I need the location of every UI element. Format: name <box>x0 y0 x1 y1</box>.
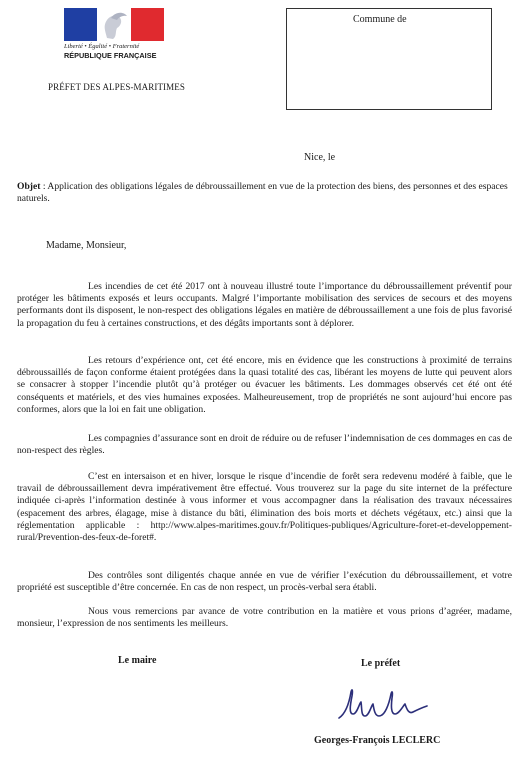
paragraph-text: Des contrôles sont diligentés chaque année en vue de vérifier l’exécution du débroussaillement, et votre propriété est susceptible d’être concernée. En cas de non respect, un procès-verbal sera établi. <box>17 570 512 594</box>
body-paragraph-5 <box>17 570 512 594</box>
paragraph-text: C’est en intersaison et en hiver, lorsque le risque d’incendie de forêt sera redevenu modéré à faible, que le travail de débroussaillement devra impérativement être effectué. Vous trouverez sur la page du site internet de la préfecture indiquée ci-après l’information destinée à vous informer et vous accompagner dans la réalisation des travaux nécessaires (espacement des arbres, élagage, mise à distance du bâti, élimination des bois morts et déchets végétaux, etc.) ainsi que la réglementation applicable : http://www.alpes-maritimes.gouv.fr/Politiques-publiques/Agriculture-foret-et-developpement-rural/Prevention-des-feux-de-foret#. <box>17 471 512 544</box>
salutation: Madame, Monsieur, <box>46 240 127 251</box>
paragraph-text: Les incendies de cet été 2017 ont à nouveau illustré toute l’importance du débroussaillement préventif pour protéger les bâtiments exposés et leurs occupants. Malgré l’importante mobilisation des services de secours et des moyens performants dont ils disposent, le non-respect des obligations légales en matière de débroussaillement a une fois de plus favorisé la propagation du feu à certaines constructions, et des dégâts importants sont à déplorer. <box>17 281 512 329</box>
paragraph-text: Nous vous remercions par avance de votre contribution en la matière et vous prions d’agréer, madame, monsieur, l’expression de nos sentiments les meilleurs. <box>17 606 512 630</box>
place-date: Nice, le <box>304 152 336 163</box>
paragraph-text: Les retours d’expérience ont, cet été encore, mis en évidence que les constructions à proximité de terrains débroussaillés de façon conforme étaient protégées dans la quasi totalité des cas, libérant les moyens de lutte qui peuvent alors se consacrer à stopper l’incendie plutôt qu’à protéger ou évacuer les bâtiments. Les dommages observés cet été ont été conséquents et matériels, et des vies humaines exposées. Malheureusement, trop de propriétés ne sont aujourd’hui encore pas conformes, alors que la loi en fait une obligation. <box>17 355 512 415</box>
prefect-name: Georges-François LECLERC <box>314 735 441 746</box>
subject-label: Objet <box>17 181 41 192</box>
mayor-signature-label: Le maire <box>118 655 157 666</box>
republic-title: RÉPUBLIQUE FRANÇAISE <box>64 51 157 60</box>
subject-text: : Application des obligations légales de débroussaillement en vue de la protection des biens, des personnes et des espaces naturels. <box>17 181 508 205</box>
prefecture-name: PRÉFET DES ALPES-MARITIMES <box>48 82 185 92</box>
marianne-logo <box>60 8 168 60</box>
republic-motto: Liberté • Égalité • Fraternité <box>64 43 140 50</box>
body-paragraph-1 <box>17 281 512 330</box>
tricolor-flag-icon <box>64 8 164 41</box>
handwritten-signature-icon <box>335 684 445 729</box>
body-paragraph-2 <box>17 355 512 416</box>
body-paragraph-4 <box>17 471 512 544</box>
body-paragraph-3 <box>17 433 512 457</box>
subject-line <box>17 181 512 205</box>
recipient-address-box <box>286 8 492 110</box>
prefect-signature-label: Le préfet <box>361 658 401 669</box>
commune-label: Commune de <box>353 14 407 25</box>
body-paragraph-6 <box>17 606 512 630</box>
paragraph-text: Les compagnies d’assurance sont en droit de réduire ou de refuser l’indemnisation de ces dommages en cas de non-respect des règles. <box>17 433 512 457</box>
